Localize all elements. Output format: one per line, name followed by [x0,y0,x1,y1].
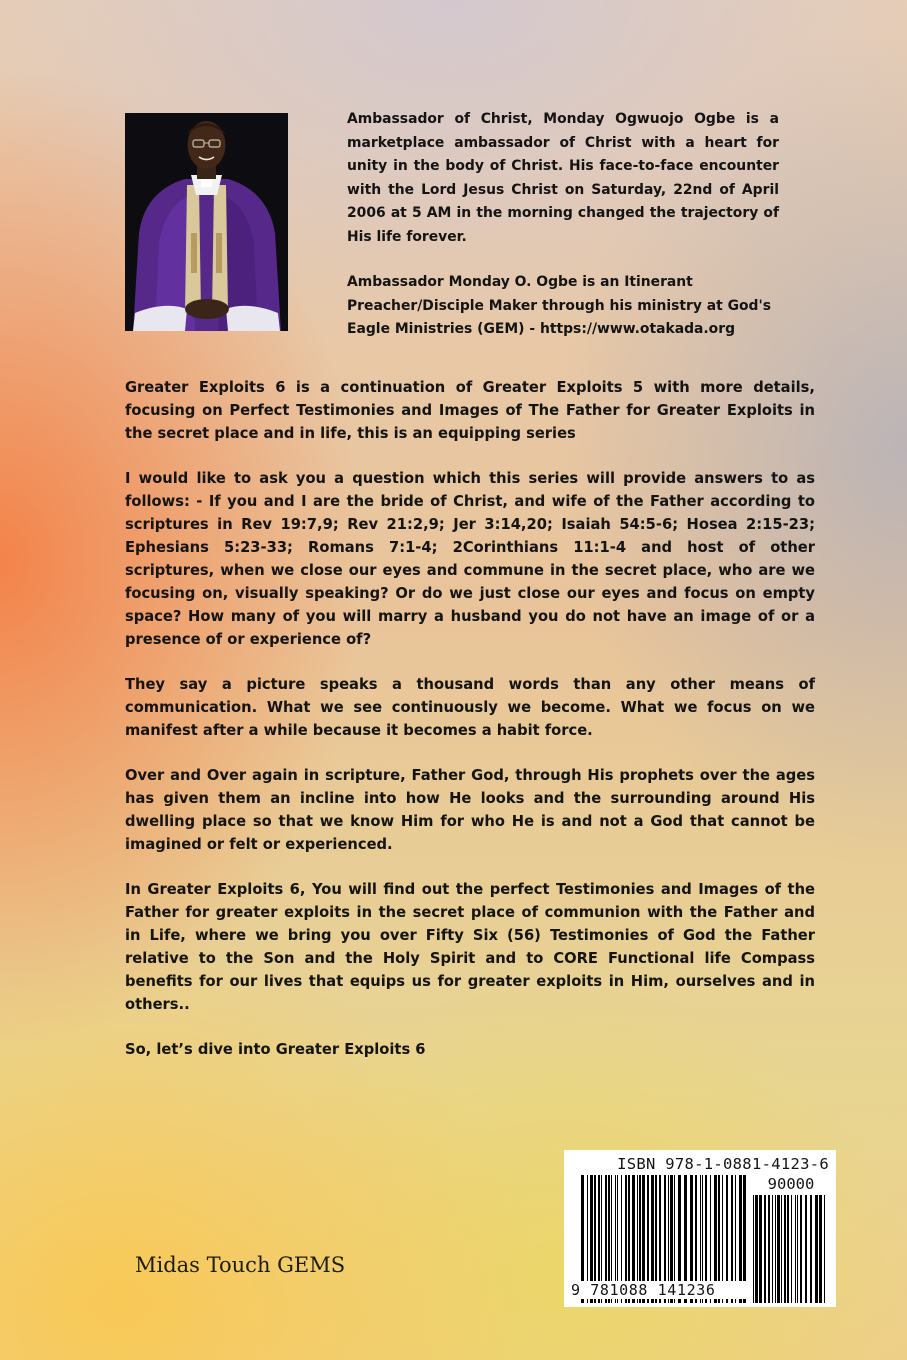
description-paragraph: In Greater Exploits 6, You will find out the perfect Testimonies and Images of the Father for greater exploits in the secret place of communion with the Father and in Life, where we bring you over Fifty Six (56) Testimonies of God the Father relative to the Son and the Holy Spirit and to CORE Functional life Compass benefits for our lives that equips us for greater exploits in Him, ourselves and in others.. [125,881,815,1013]
barcode-bar [800,1195,802,1303]
author-bio-paragraph: Ambassador of Christ, Monday Ogwuojo Ogbe is a marketplace ambassador of Christ with a heart for unity in the body of Christ. His face-to-face encounter with the Lord Jesus Christ on Saturday, 22nd of April 2006 at 5 AM in the morning changed the trajectory of His life forever. [347,111,779,245]
barcode-bar [768,1195,770,1303]
description-paragraph: They say a picture speaks a thousand words than any other means of communication. What we see continuously we become. What we focus on we manifest after a while because it becomes a habit force. [125,676,815,739]
barcode-bar [805,1195,807,1303]
description-paragraph: Over and Over again in scripture, Father God, through His prophets over the ages has given them an incline into how He looks and the surrounding around His dwelling place so that we know Him for who He is and not a God that cannot be imagined or felt or experienced. [125,767,815,853]
barcode-bar [755,1195,758,1303]
isbn-label: ISBN 978-1-0881-4123-6 [617,1155,829,1173]
barcode-bar [759,1195,762,1303]
author-bio [347,108,779,342]
barcode-bar [777,1195,780,1303]
isbn-barcode [564,1150,836,1307]
barcode-bar [781,1195,782,1303]
barcode-bar [753,1195,754,1303]
barcode-bars-row [571,1175,829,1303]
barcode-bar [815,1195,818,1303]
author-ministry-paragraph: Ambassador Monday O. Ogbe is an Itinerant Preacher/Disciple Maker through his ministry at God's Eagle Ministries (GEM) - https://www.otakada.org [347,274,772,337]
author-portrait-illustration [125,113,288,331]
barcode-bar [772,1195,773,1303]
description-closing: So, let’s dive into Greater Exploits 6 [125,1041,426,1058]
description-paragraph: Greater Exploits 6 is a continuation of Greater Exploits 5 with more details, focusing on Perfect Testimonies and Images of The Father for Greater Exploits in the secret place and in life, this is an equipping series [125,379,815,442]
barcode-bar [795,1195,796,1303]
barcode-bar [791,1195,792,1303]
barcode-bar [819,1195,822,1303]
author-photo [125,113,288,331]
ean-digits: 9 781088 141236 [571,1281,751,1299]
barcode-bar [764,1195,766,1303]
price-addon-bars [753,1195,829,1303]
price-code: 90000 [767,1175,815,1193]
barcode-bar [797,1195,798,1303]
description-paragraph: I would like to ask you a question which this series will provide answers to as follows: - If you and I are the bride of Christ, and wife of the Father according to scriptures in Rev 19:7,9; Rev 21:2,9; Jer 3:14,20; Isaiah 54:5-6; Hosea 2:15-23; Ephesians 5:23-33; Romans 7:1-4; 2Corinthians 11:1-4 and host of other scriptures, when we close our eyes and commune in the secret place, who are we focusing on, visually speaking? Or do we just close our eyes and focus on empty space? How many of you will marry a husband you do not have an image of or a presence of or experience of? [125,470,815,648]
barcode-bar [784,1195,786,1303]
book-description [125,376,815,1083]
barcode-bar [787,1195,789,1303]
publisher-name: Midas Touch GEMS [135,1253,346,1277]
barcode-bar [824,1195,825,1303]
barcode-bar [775,1195,776,1303]
barcode-bar [810,1195,812,1303]
